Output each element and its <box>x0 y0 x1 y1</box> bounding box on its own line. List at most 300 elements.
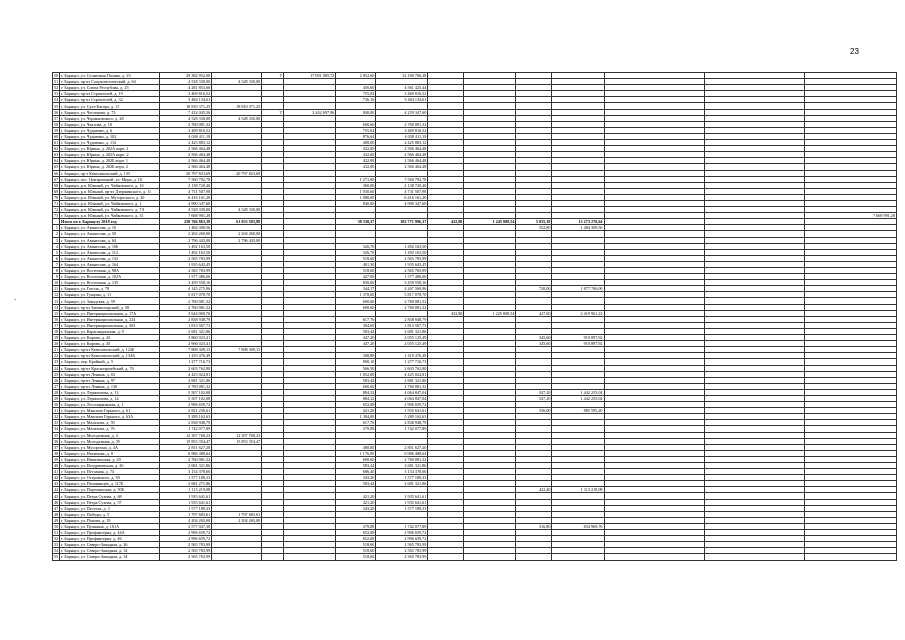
value-cell: 2 796 443,00 <box>212 237 262 243</box>
value-cell: 600,60 <box>336 121 376 127</box>
value-cell: 2 566 464,48 <box>160 158 212 164</box>
row-number-cell: 27 <box>54 383 59 389</box>
row-number-cell: 66 <box>54 170 59 176</box>
address-cell: г. Барнаул, пр-кт Змеиногорский, д. 58 <box>60 304 160 310</box>
value-cell: 456,60 <box>336 85 376 91</box>
value-cell: 422,40 <box>516 487 552 493</box>
value-cell: 518,60 <box>336 268 376 274</box>
address-cell: г. Барнаул, ул. Лесопарковская, д. 1 <box>60 402 160 408</box>
value-cell: 344,17 <box>336 286 376 292</box>
value-cell: Т <box>262 109 284 115</box>
address-cell: г. Барнаул, ул. Сухэ-Батора, д. 11 <box>60 103 160 109</box>
value-cell: 876,64 <box>336 133 376 139</box>
row-number-cell: 22 <box>54 353 59 359</box>
value-cell: 1 742 077,89 <box>160 426 212 432</box>
row-number-cell: 3 <box>53 237 60 243</box>
address-cell: г. Барнаул, ул. Аванесова, д. 16 <box>60 225 160 231</box>
margin-mark: - <box>14 295 17 303</box>
value-cell: 3 469 816,52 <box>160 91 212 97</box>
value-cell: 3 644 969,76 <box>160 310 212 316</box>
address-cell: г. Барнаул, пр-кт Ленина, д. 65 <box>60 371 160 377</box>
address-cell: г. Барнаул, р.п. Южный, ул. Чайковского, д. 1 <box>60 200 160 206</box>
value-cell: 2 760 081,32 <box>160 383 212 389</box>
value-cell: 4 990 347,60 <box>160 200 212 206</box>
value-cell: 1 030,60 <box>336 188 376 194</box>
value-cell: 1 113 219,08 <box>160 487 212 493</box>
value-cell: 432,80 <box>428 219 464 225</box>
value-cell: 2 565 783,99 <box>376 542 428 548</box>
value-cell: 258 766 863,38 <box>160 219 212 225</box>
row-number-cell: 60 <box>54 133 59 139</box>
row-number-cell: 7 <box>53 261 60 267</box>
value-cell: 1 419 476,49 <box>376 353 428 359</box>
value-cell: 3 484 134,61 <box>160 97 212 103</box>
value-cell: 379,08 <box>336 426 376 432</box>
row-number-cell: 53 <box>54 542 59 548</box>
row-number-cell: 36 <box>54 438 59 444</box>
value-cell: 2 267 569,96 <box>376 286 428 292</box>
page-number: 23 <box>850 47 859 56</box>
row-number-cell: 72 <box>54 207 59 213</box>
value-cell: 2 566 464,48 <box>376 146 428 152</box>
address-cell: г. Барнаул, пр-кт Ленина, д. 97 <box>60 377 160 383</box>
value-cell: 4 145 275,96 <box>160 286 212 292</box>
address-cell: г. Барнаул, ул. Черняховского, д. 28 <box>60 115 160 121</box>
row-number-cell: 48 <box>54 511 59 517</box>
repair-register-table-wrap <box>52 72 897 561</box>
row-number-cell: 9 <box>53 274 60 280</box>
value-cell: 2 996 659,72 <box>160 530 212 536</box>
value-cell: 5 507 102,08 <box>160 395 212 401</box>
address-cell: г. Барнаул, ул. Максима Горького, д. 63А <box>60 414 160 420</box>
row-number-cell: 57 <box>54 115 59 121</box>
row-number-cell: 2 <box>53 231 60 237</box>
value-cell: 432,80 <box>428 310 464 316</box>
value-cell: 518,60 <box>336 255 376 261</box>
value-cell: 17 091 085,72 <box>284 73 336 79</box>
row-number-cell: 68 <box>54 182 59 188</box>
value-cell: 2 603 762,80 <box>376 365 428 371</box>
value-cell: 2 996 659,72 <box>376 530 428 536</box>
value-cell: 2 565 783,99 <box>160 548 212 554</box>
value-cell: 1 797 683,61 <box>160 511 212 517</box>
value-cell: 4 064 847,04 <box>376 395 428 401</box>
value-cell: 3 469 816,52 <box>376 91 428 97</box>
value-cell: 3 469 816,52 <box>160 127 212 133</box>
row-number-cell: 31 <box>54 408 59 414</box>
address-cell: г. Барнаул, пр-кт Социалистический, д. 64 <box>60 79 160 85</box>
value-cell: 547,20 <box>516 389 552 395</box>
row-number-cell: 19 <box>54 335 59 341</box>
row-number-cell: 29 <box>54 396 59 402</box>
value-cell: 2 565 783,99 <box>160 255 212 261</box>
address-cell: г. Барнаул, ул. Восточная, д. 102А <box>60 274 160 280</box>
value-cell: 18 810 371,25 <box>160 103 212 109</box>
row-number-cell: 12 <box>54 292 59 298</box>
value-cell: 2 565 783,99 <box>160 542 212 548</box>
value-cell: 2 996 659,72 <box>376 536 428 542</box>
address-cell: г. Барнаул, пр-кт Комсомольский, д. 134А <box>60 353 160 359</box>
row-number-cell: 30 <box>54 402 59 408</box>
row-number-cell: 35 <box>54 432 59 438</box>
value-cell <box>284 554 336 560</box>
address-cell: г. Барнаул, ул. Северо-Западная, д. 32 <box>60 548 160 554</box>
address-cell: г. Барнаул, пр-кт Красноармейский, д. 76 <box>60 365 160 371</box>
value-cell: 552,80 <box>516 225 552 231</box>
value-cell: 432,00 <box>336 158 376 164</box>
value-cell: 4 528 330,00 <box>160 207 212 213</box>
value-cell <box>804 554 896 560</box>
value-cell: 3 469 816,52 <box>376 127 428 133</box>
value-cell: 1 245 008,54 <box>464 219 516 225</box>
address-cell: г. Барнаул, ул. Интернациональная, д. 224 <box>60 316 160 322</box>
value-cell: 2 838 948,79 <box>376 420 428 426</box>
value-cell: 421,20 <box>336 493 376 499</box>
value-cell: 840,00 <box>336 200 376 206</box>
value-cell: 1 935 641,61 <box>376 493 428 499</box>
value-cell: 2 760 081,32 <box>376 304 428 310</box>
value-cell: 1 484 309,56 <box>552 225 604 231</box>
value-cell: 1 935 641,61 <box>376 408 428 414</box>
value-cell: 1 935 641,61 <box>160 499 212 505</box>
row-number-cell: 55 <box>54 103 59 109</box>
address-cell: г. Барнаул, ул. Северо-Западная, д. 34 <box>60 554 160 560</box>
row-number-cell: 46 <box>54 499 59 505</box>
address-cell: г. Барнаул, ул. Чкалова, д. 18 <box>60 121 160 127</box>
value-cell: 2 425 883,12 <box>160 140 212 146</box>
address-cell: г. Барнаул, ул. Петра Сухова, д. 68 <box>60 493 160 499</box>
value-cell: 600,60 <box>336 383 376 389</box>
address-cell: г. Барнаул, ул. Петра Сухова, д. 57 <box>60 499 160 505</box>
value-cell <box>262 554 284 560</box>
address-cell: г. Барнаул, ул. Молодежная, д. 4 <box>60 432 160 438</box>
address-cell: г. Барнаул, пер. Крайний, д. 5 <box>60 359 160 365</box>
value-cell: 755,04 <box>336 91 376 97</box>
value-cell: 2 760 081,32 <box>376 383 428 389</box>
value-cell: 720,00 <box>516 286 552 292</box>
value-cell: 1 577 189,33 <box>376 475 428 481</box>
value-cell: 447,20 <box>336 341 376 347</box>
value-cell: 2 566 464,48 <box>376 152 428 158</box>
value-cell <box>464 554 516 560</box>
value-cell: 1 176,00 <box>336 450 376 456</box>
value-cell: 518,60 <box>336 542 376 548</box>
value-cell: 4 528 330,00 <box>160 79 212 85</box>
value-cell: 2 138 720,40 <box>376 182 428 188</box>
value-cell: 2 566 464,48 <box>160 152 212 158</box>
value-cell: 2 565 783,99 <box>376 255 428 261</box>
value-cell <box>212 554 262 560</box>
row-number-cell: 71 <box>54 201 59 207</box>
value-cell: 2 760 081,32 <box>160 456 212 462</box>
value-cell: 2 565 783,99 <box>376 268 428 274</box>
address-cell: г. Барнаул, ул. Кирова, д. 45 <box>60 341 160 347</box>
value-cell: 326,70 <box>336 249 376 255</box>
row-number-cell: 16 <box>54 316 59 322</box>
address-cell: г. Барнаул, ул. Лермонтова, д. 14 <box>60 395 160 401</box>
row-number-cell: 14 <box>54 304 59 310</box>
row-number-cell: 55 <box>54 554 59 560</box>
value-cell: 4 425 024,81 <box>160 371 212 377</box>
value-cell: 2 204 260,00 <box>212 231 262 237</box>
address-cell: г. Барнаул, ул. Никитинская, д. 29 <box>60 456 160 462</box>
value-cell: 2 760 081,32 <box>376 121 428 127</box>
address-cell: г. Барнаул, ул. Максима Горького, д. 61 <box>60 408 160 414</box>
address-cell: г. Барнаул, пр-т Комсомольский, д. 135 <box>60 170 160 176</box>
address-cell: г. Барнаул, ул. Партизанская, д. 50Б <box>60 487 160 493</box>
value-cell: 2 966 023,41 <box>160 341 212 347</box>
value-cell: 2 796 443,00 <box>160 237 212 243</box>
value-cell: 3 459 558,16 <box>160 280 212 286</box>
row-number-cell: 1 <box>53 225 60 231</box>
value-cell: 834 969,76 <box>552 523 604 529</box>
value-cell: 4 038 411,19 <box>376 133 428 139</box>
value-cell: 7 560 792,78 <box>376 176 428 182</box>
address-cell: г. Барнаул, ул. Нахимова, д. 8 <box>60 450 160 456</box>
value-cell: 2 681 271,86 <box>160 481 212 487</box>
address-cell: г. Барнаул, ул. Юрина, д. 202Б корп. 1 <box>60 158 160 164</box>
value-cell: 7 560 792,78 <box>160 176 212 182</box>
value-cell: 547,20 <box>516 395 552 401</box>
row-number-cell: 50 <box>54 523 59 529</box>
address-cell: Итого по г. Барнаулу 2018 год <box>60 219 160 225</box>
row-number-cell: 52 <box>54 536 59 542</box>
value-cell: 1 935 643,45 <box>160 261 212 267</box>
address-cell: г. Барнаул, р.п. Южный, ул. Чайковского, д. 16 <box>60 182 160 188</box>
address-cell: г. Барнаул, ул. Кирова, д. 43 <box>60 335 160 341</box>
value-cell: 652,08 <box>336 402 376 408</box>
row-number-cell: 24 <box>54 365 59 371</box>
address-cell: г. Барнаул, ул. Гущина, д. 11 <box>60 292 160 298</box>
value-cell: 316,80 <box>516 523 552 529</box>
address-cell: г. Барнаул, ул. Победы, д. 5 <box>60 511 160 517</box>
value-cell: 840,00 <box>336 109 376 115</box>
value-cell: 1 271,00 <box>336 176 376 182</box>
value-cell: 5 289 162,63 <box>160 414 212 420</box>
value-cell: 61 053 583,88 <box>212 219 262 225</box>
value-cell: 4 064 847,04 <box>376 389 428 395</box>
address-cell: г. Барнаул, ул. Аванесова, д. 132 <box>60 255 160 261</box>
row-number-cell: 17 <box>54 322 59 328</box>
value-cell: 583,44 <box>336 328 376 334</box>
value-cell: 1 813 567,73 <box>376 322 428 328</box>
value-cell: 2 852,60 <box>336 73 376 79</box>
value-cell: 518,60 <box>336 554 376 560</box>
address-cell: г. Барнаул, ул. Мусоргина, д. 4А <box>60 444 160 450</box>
value-cell: 2 838 948,79 <box>376 316 428 322</box>
value-cell: 326,70 <box>336 243 376 249</box>
row-number-cell: 41 <box>54 469 59 475</box>
value-cell: 1 577 486,66 <box>160 274 212 280</box>
value-cell: 1 492 163,50 <box>160 249 212 255</box>
value-cell: 1 877 706,00 <box>552 286 604 292</box>
value-cell: 617,76 <box>336 316 376 322</box>
address-cell: г. Барнаул, ул. Пестеля, д. 3 <box>60 505 160 511</box>
address-cell: г. Барнаул, ул. Профинтерна, д. 46 <box>60 536 160 542</box>
row-number-cell: 62 <box>54 146 59 152</box>
value-cell: 652,08 <box>336 530 376 536</box>
value-cell: 2 565 783,99 <box>376 548 428 554</box>
value-cell: 4 731 507,98 <box>160 188 212 194</box>
value-cell: 4 528 330,00 <box>212 207 262 213</box>
row-number-cell: 63 <box>54 152 59 158</box>
value-cell: 2 566 464,48 <box>160 164 212 170</box>
value-cell: 20 797 823,69 <box>160 170 212 176</box>
value-cell: 583,44 <box>336 377 376 383</box>
value-cell: 4 259 347,60 <box>376 109 428 115</box>
address-cell: г. Барнаул, ул. Аванесова, д. 106 <box>60 243 160 249</box>
value-cell: 5 817 078,70 <box>376 292 428 298</box>
value-cell: 617,76 <box>336 420 376 426</box>
value-cell: 3 459 558,16 <box>376 280 428 286</box>
value-cell: 1 277 716,73 <box>376 359 428 365</box>
value-cell: 650,00 <box>336 280 376 286</box>
row-number-cell: 67 <box>54 176 59 182</box>
value-cell: 2 681 321,86 <box>376 463 428 469</box>
value-cell: 12 307 768,23 <box>212 432 262 438</box>
value-cell: 2 566 464,48 <box>376 158 428 164</box>
value-cell: 1 797 683,61 <box>212 511 262 517</box>
address-cell: г. Барнаул, пр-кт Строителей, д. 19 <box>60 91 160 97</box>
address-cell: г. Барнаул, ул. Интернациональная, д. 17А <box>60 310 160 316</box>
value-cell: 6 416 161,20 <box>160 194 212 200</box>
row-number-cell: 49 <box>54 517 59 523</box>
value-cell: 1 113 219,08 <box>552 487 604 493</box>
value-cell: 1 813 567,73 <box>160 322 212 328</box>
row-number-cell: 52 <box>54 85 59 91</box>
address-cell: г. Барнаул, ул. Чудненко, д. 114 <box>60 140 160 146</box>
address-cell: г. Барнаул, ул. Папанинцев, д. 117Б <box>60 481 160 487</box>
value-cell: 379,08 <box>336 523 376 529</box>
value-cell: 910 897,92 <box>552 335 604 341</box>
row-number-cell: 65 <box>54 164 59 170</box>
value-cell: 432,00 <box>336 146 376 152</box>
row-number-cell: 34 <box>54 426 59 432</box>
value-cell: 447,20 <box>336 335 376 341</box>
value-cell: 1 277 716,73 <box>160 359 212 365</box>
value-cell: 6 986 488,64 <box>160 450 212 456</box>
value-cell: 2 566 464,48 <box>376 164 428 170</box>
value-cell: 1 484 309,56 <box>160 225 212 231</box>
value-cell: 4 281 853,66 <box>160 85 212 91</box>
address-cell: г. Барнаул, ул. Островского, д. 39 <box>60 475 160 481</box>
value-cell: 4 731 507,98 <box>376 188 428 194</box>
value-cell: 2 204 265,00 <box>212 517 262 523</box>
value-cell: 4 038 411,19 <box>160 133 212 139</box>
value-cell: 2 996 659,72 <box>160 536 212 542</box>
value-cell <box>516 554 552 560</box>
value-cell: 583,44 <box>336 481 376 487</box>
value-cell: 1 577 189,33 <box>160 505 212 511</box>
row-number-cell: 44 <box>54 487 59 493</box>
value-cell: 394,60 <box>336 322 376 328</box>
row-number-cell: 6 <box>53 255 60 261</box>
value-cell: 600,60 <box>336 298 376 304</box>
value-cell: 4 528 330,00 <box>212 115 262 121</box>
value-cell: 1 577 189,33 <box>160 475 212 481</box>
value-cell: 7 668 991,20 <box>804 213 896 219</box>
value-cell: 421,20 <box>336 499 376 505</box>
value-cell: 421,20 <box>336 408 376 414</box>
value-cell: 345,60 <box>516 341 552 347</box>
address-cell: г. Барнаул, ул. Восточная, д. 98А <box>60 268 160 274</box>
value-cell: 4 561 425,44 <box>376 85 428 91</box>
value-cell <box>428 554 464 560</box>
row-number-cell: 56 <box>54 109 59 115</box>
value-cell: 2 681 321,86 <box>376 377 428 383</box>
value-cell: 1 935 641,61 <box>160 493 212 499</box>
value-cell: 3 154 378,66 <box>160 469 212 475</box>
row-number-cell: 47 <box>54 505 59 511</box>
row-number-cell: 5 <box>53 249 60 255</box>
value-cell: 15 853 354,47 <box>212 438 262 444</box>
value-cell <box>552 554 604 560</box>
value-cell: 2 760 081,32 <box>376 298 428 304</box>
address-cell: г. Барнаул, ул. Восточная, д. 135 <box>60 280 160 286</box>
value-cell: 1 742 077,89 <box>376 523 428 529</box>
value-cell: 345,60 <box>516 335 552 341</box>
value-cell: 2 442 697,96 <box>284 109 336 115</box>
row-number-cell: 39 <box>54 456 59 462</box>
value-cell: 7 432 045,56 <box>160 109 212 115</box>
value-cell: 2 838 948,79 <box>160 420 212 426</box>
value-cell: 1 442 255,04 <box>552 395 604 401</box>
value-cell: 7 808 309,13 <box>160 347 212 353</box>
row-number-cell: 40 <box>54 463 59 469</box>
row-number-cell: 28 <box>54 389 59 395</box>
value-cell: 2 566 464,48 <box>160 146 212 152</box>
value-cell: 2 603 762,80 <box>160 365 212 371</box>
value-cell: 12 307 768,23 <box>160 432 212 438</box>
value-cell: 336,00 <box>516 408 552 414</box>
address-cell: г. Барнаул, ул. Северо-Западная, д. 26 <box>60 542 160 548</box>
row-number-cell: 37 <box>54 444 59 450</box>
row-number-cell: 10 <box>54 280 59 286</box>
value-cell: 1 742 077,89 <box>376 426 428 432</box>
value-cell: 343,20 <box>336 505 376 511</box>
value-cell: 6 986 488,64 <box>376 450 428 456</box>
value-cell: 1 442 255,04 <box>552 389 604 395</box>
value-cell: 910 897,92 <box>552 341 604 347</box>
row-number-cell: 54 <box>54 548 59 554</box>
value-cell: 1 935 641,61 <box>376 499 428 505</box>
address-cell: г. Барнаул, р.п. Южный, ул. Мусоргского, д. 20 <box>60 194 160 200</box>
address-cell: г. Барнаул, ул. Юрина, д. 202Б корп. 2 <box>60 164 160 170</box>
value-cell: 2 760 081,32 <box>160 121 212 127</box>
value-cell: 4 528 330,00 <box>160 115 212 121</box>
value-cell: 566,50 <box>336 365 376 371</box>
value-cell: 2 419 961,22 <box>552 310 604 316</box>
value-cell: 800,10 <box>336 359 376 365</box>
value-cell: 736,16 <box>336 97 376 103</box>
value-cell: 652,08 <box>336 536 376 542</box>
value-cell: 432,00 <box>336 152 376 158</box>
row-number-cell: 13 <box>54 298 59 304</box>
value-cell: 2 996 659,72 <box>376 402 428 408</box>
value-cell: 3 154 378,66 <box>376 469 428 475</box>
value-cell: 2 760 081,32 <box>160 298 212 304</box>
value-cell: 1 492 163,50 <box>376 243 428 249</box>
address-cell: г. Барнаул, ул. Ноздрачевская, д. 26 <box>60 463 160 469</box>
row-number-cell: 38 <box>54 450 59 456</box>
value-cell: 884,32 <box>336 395 376 401</box>
value-cell: 29 382 952,00 <box>160 73 212 79</box>
address-cell: г. Барнаул, пр-кт Строителей, д. 32 <box>60 97 160 103</box>
row-number-cell: 42 <box>54 475 59 481</box>
value-cell: 308,88 <box>336 353 376 359</box>
value-cell: 3 484 134,61 <box>376 97 428 103</box>
value-cell: 2 681 321,86 <box>376 481 428 487</box>
